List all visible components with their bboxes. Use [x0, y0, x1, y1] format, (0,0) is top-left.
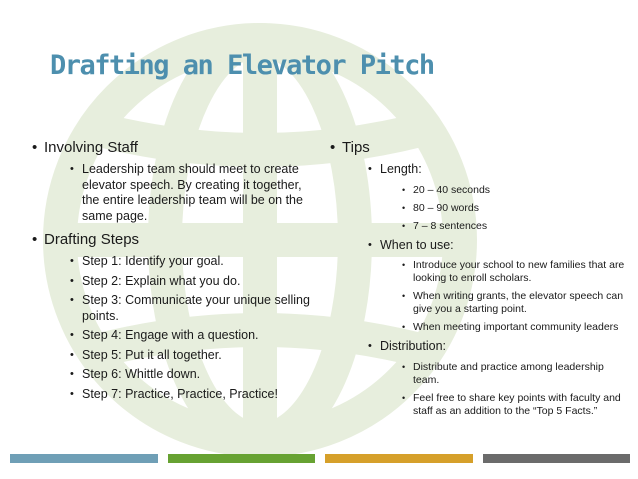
- step-item: • Step 6: Whittle down.: [70, 367, 201, 381]
- bullet-text: Drafting Steps: [44, 231, 140, 248]
- tip-text: 20 – 40 seconds: [413, 183, 491, 196]
- step-item: • Step 5: Put it all together.: [70, 347, 222, 362]
- group-label: Length:: [380, 162, 422, 176]
- step-text: Step 7: Practice, Practice, Practice!: [82, 386, 278, 401]
- tip-item: • Distribute and practice among leadership team.: [402, 360, 604, 386]
- tip-item: • When meeting important community leaders: [402, 321, 619, 333]
- step-text: Step 6: Whittle down.: [82, 367, 201, 381]
- step-item: • Step 4: Engage with a question.: [70, 328, 259, 342]
- sub-bullet-text: Leadership team should meet to create elevator speech. By creating it together, the entire leadership team will be on the same page.: [82, 162, 303, 223]
- tip-item: • Feel free to share key points with faculty and staff as an addition to the “Top 5 Facts.”: [402, 391, 621, 417]
- group-label: When to use:: [380, 237, 454, 252]
- bottom-color-bar: [10, 454, 630, 463]
- bullet-drafting-steps: • Drafting Steps • Step 1: Identify your goal. • Step 2: Explain what you do. • Step 3: Communicate your unique selling points. • Step 4: Engage with a question. • Step 5: Put it all together. • Step 6: Whittle down. • Step 7: Practice, Practice, Practice!: [32, 230, 317, 402]
- right-column: [330, 138, 630, 424]
- sub-bullet: • Leadership team should meet to create elevator speech. By creating it together, the entire leadership team will be on the same page.: [70, 162, 303, 223]
- color-bar-blue: [10, 454, 158, 463]
- tips-group-when-to-use: • When to use: • Introduce your school to new families that are looking to enroll scholars. • When writing grants, the elevator speech can give you a starting point. • When meeting important community leaders: [368, 238, 630, 335]
- group-label: Distribution:: [380, 339, 446, 353]
- step-text: Step 3: Communicate your unique selling points.: [82, 293, 310, 323]
- bullet-tips: • Tips • Length: • 20 – 40 seconds • 80 – 90 words • 7 – 8 sentences • When to use: • Introduce your school to new families that are looking to enroll scholars. • When writing grants, the elevator speech can give you a starting point. • When meeting important community leaders • Distribution: • Distribute and practice among leadership team. • Feel free to share key points with faculty and staff as an addition to the “Top 5 Facts.”: [330, 138, 630, 418]
- tip-text: 7 – 8 sentences: [413, 219, 488, 232]
- tips-group-length: • Length: • 20 – 40 seconds • 80 – 90 words • 7 – 8 sentences: [368, 162, 630, 233]
- step-text: Step 1: Identify your goal.: [82, 254, 224, 268]
- left-column: [32, 138, 317, 408]
- step-item: • Step 3: Communicate your unique selling points.: [70, 293, 310, 323]
- step-text: Step 2: Explain what you do.: [82, 273, 241, 288]
- step-text: Step 4: Engage with a question.: [82, 328, 259, 342]
- color-bar-gray: [483, 454, 631, 463]
- tip-item: • Introduce your school to new families that are looking to enroll scholars.: [402, 259, 625, 284]
- tip-item: • When writing grants, the elevator speech can give you a starting point.: [402, 290, 624, 315]
- step-item: • Step 2: Explain what you do.: [70, 273, 241, 288]
- color-bar-green: [168, 454, 316, 463]
- tip-item: • 7 – 8 sentences: [402, 219, 488, 232]
- slide-title: Drafting an Elevator Pitch: [50, 50, 434, 81]
- step-item: • Step 1: Identify your goal.: [70, 254, 224, 268]
- tip-text: Distribute and practice among leadership team.: [413, 360, 604, 386]
- bullet-involving-staff: • Involving Staff • Leadership team should meet to create elevator speech. By creating it together, the entire leadership team will be on the same page.: [32, 138, 317, 224]
- color-bar-gold: [325, 454, 473, 463]
- tip-text: 80 – 90 words: [413, 201, 479, 214]
- tip-text: When writing grants, the elevator speech can give you a starting point.: [413, 290, 624, 315]
- tip-text: Introduce your school to new families that are looking to enroll scholars.: [413, 259, 625, 284]
- tips-group-distribution: • Distribution: • Distribute and practice among leadership team. • Feel free to share key points with faculty and staff as an addition to the “Top 5 Facts.”: [368, 339, 630, 418]
- tip-item: • 80 – 90 words: [402, 201, 479, 214]
- step-text: Step 5: Put it all together.: [82, 347, 222, 362]
- tip-item: • 20 – 40 seconds: [402, 183, 491, 196]
- tip-text: Feel free to share key points with faculty and staff as an addition to the “Top 5 Facts.”: [413, 391, 621, 417]
- step-item: • Step 7: Practice, Practice, Practice!: [70, 386, 278, 401]
- bullet-text: Involving Staff: [44, 139, 138, 156]
- tip-text: When meeting important community leaders: [413, 321, 619, 333]
- bullet-text: Tips: [342, 139, 370, 156]
